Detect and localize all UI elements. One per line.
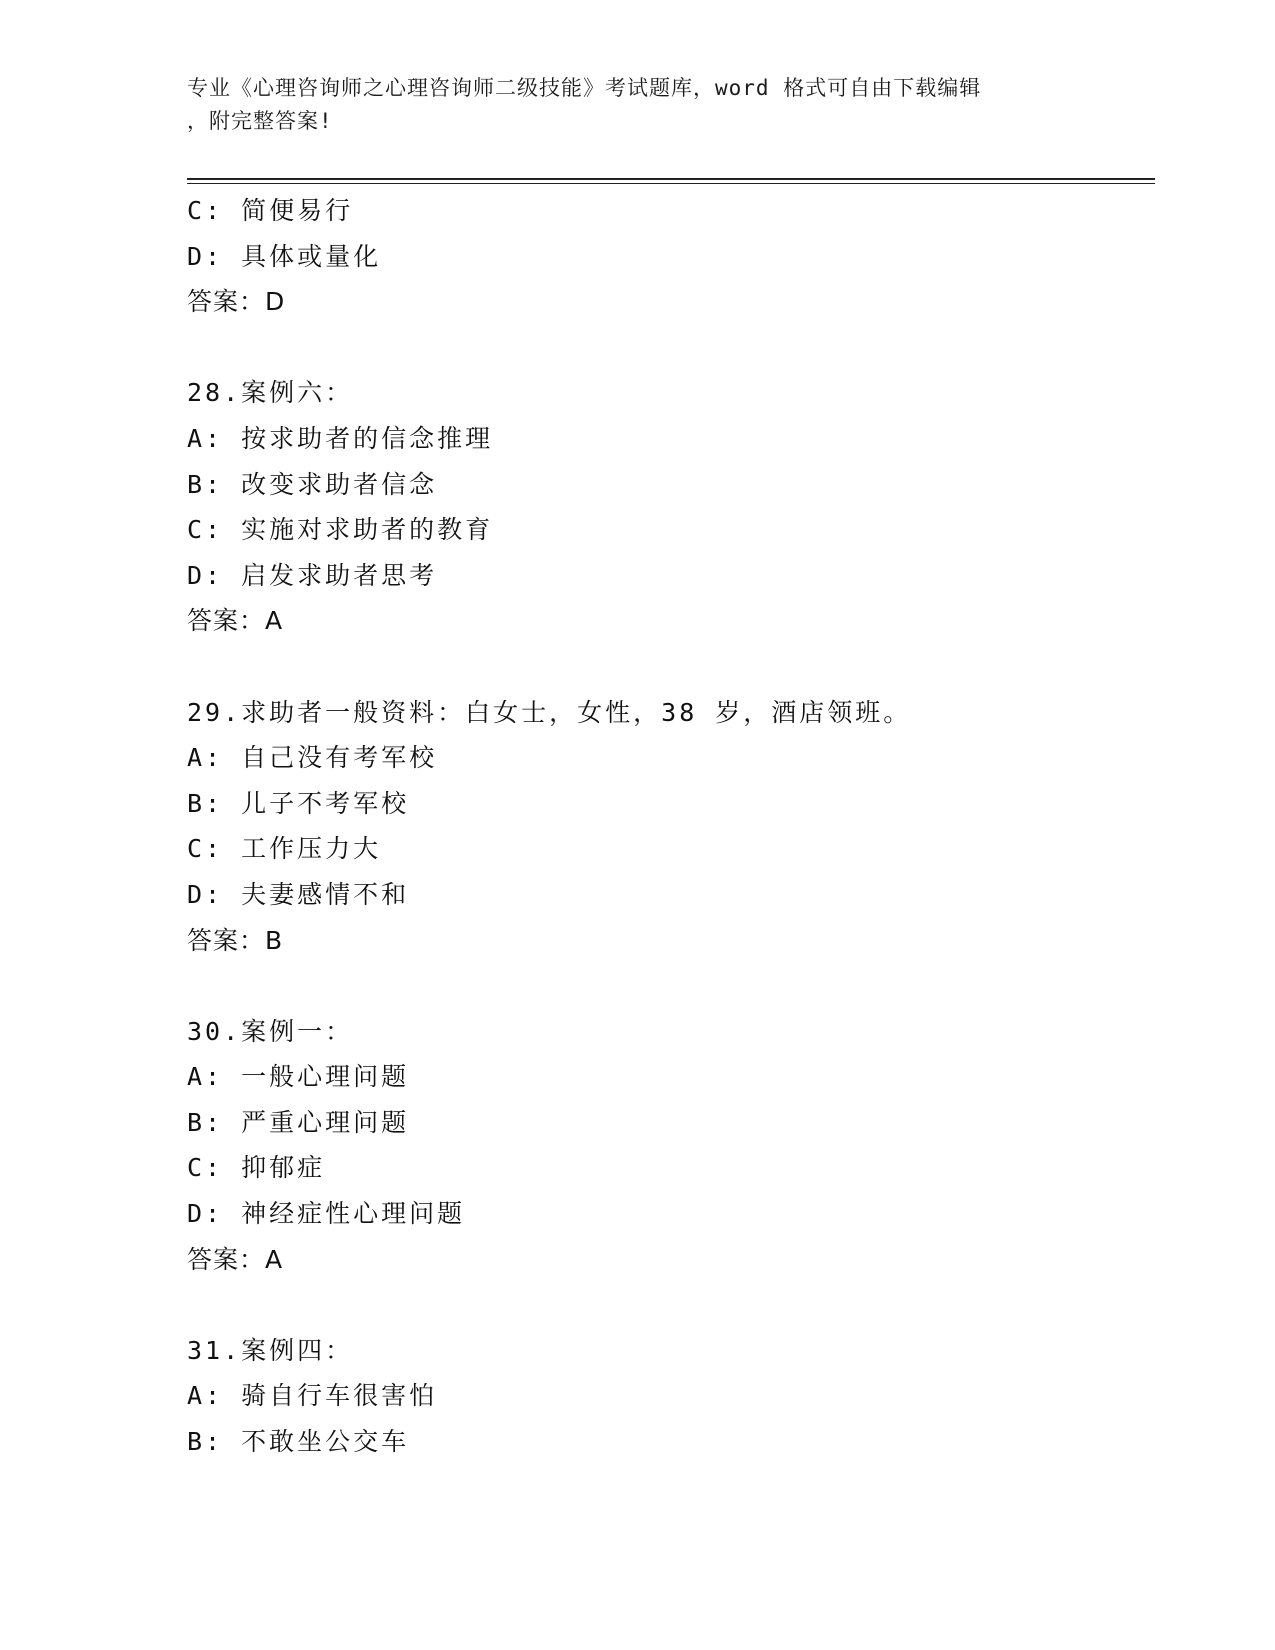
header-divider-thin (187, 183, 1155, 184)
spacer (187, 644, 1147, 690)
option-c: C: 工作压力大 (187, 834, 382, 864)
option-b: B: 严重心理问题 (187, 1107, 410, 1137)
spacer (187, 1282, 1147, 1328)
header-line-1: 专业《心理咨询师之心理咨询师二级技能》考试题库，word 格式可自由下载编辑 (187, 76, 982, 100)
answer-line: 答案：D (187, 287, 286, 317)
option-d: D: 启发求助者思考 (187, 560, 438, 590)
spacer (187, 325, 1147, 371)
header-line-2: ，附完整答案! (187, 109, 333, 133)
option-d: D: 神经症性心理问题 (187, 1199, 466, 1229)
option-b: B: 改变求助者信念 (187, 469, 438, 499)
option-c: C: 简便易行 (187, 196, 354, 225)
option-b: B: 儿子不考军校 (187, 788, 410, 818)
option-c: C: 实施对求助者的教育 (187, 515, 494, 545)
option-a: A: 一般心理问题 (187, 1062, 410, 1092)
option-d: D: 具体或量化 (187, 241, 382, 271)
option-a: A: 自己没有考军校 (187, 743, 438, 773)
document-header (187, 72, 1087, 138)
option-b: B: 不敢坐公交车 (187, 1427, 410, 1457)
question-list (187, 188, 1147, 1465)
option-d: D: 夫妻感情不和 (187, 879, 410, 909)
option-c: C: 抑郁症 (187, 1153, 326, 1183)
header-divider (187, 178, 1155, 180)
question-title: 29.求助者一般资料：白女士，女性，38 岁，酒店领班。 (187, 697, 912, 727)
answer-line: 答案：A (187, 1244, 284, 1274)
answer-line: 答案：A (187, 606, 284, 636)
option-a: A: 骑自行车很害怕 (187, 1381, 438, 1411)
option-a: A: 按求助者的信念推理 (187, 423, 494, 453)
question-title: 30.案例一： (187, 1016, 354, 1046)
question-title: 28.案例六： (187, 378, 354, 408)
question-title: 31.案例四： (187, 1335, 354, 1365)
spacer (187, 963, 1147, 1009)
answer-line: 答案：B (187, 925, 284, 955)
